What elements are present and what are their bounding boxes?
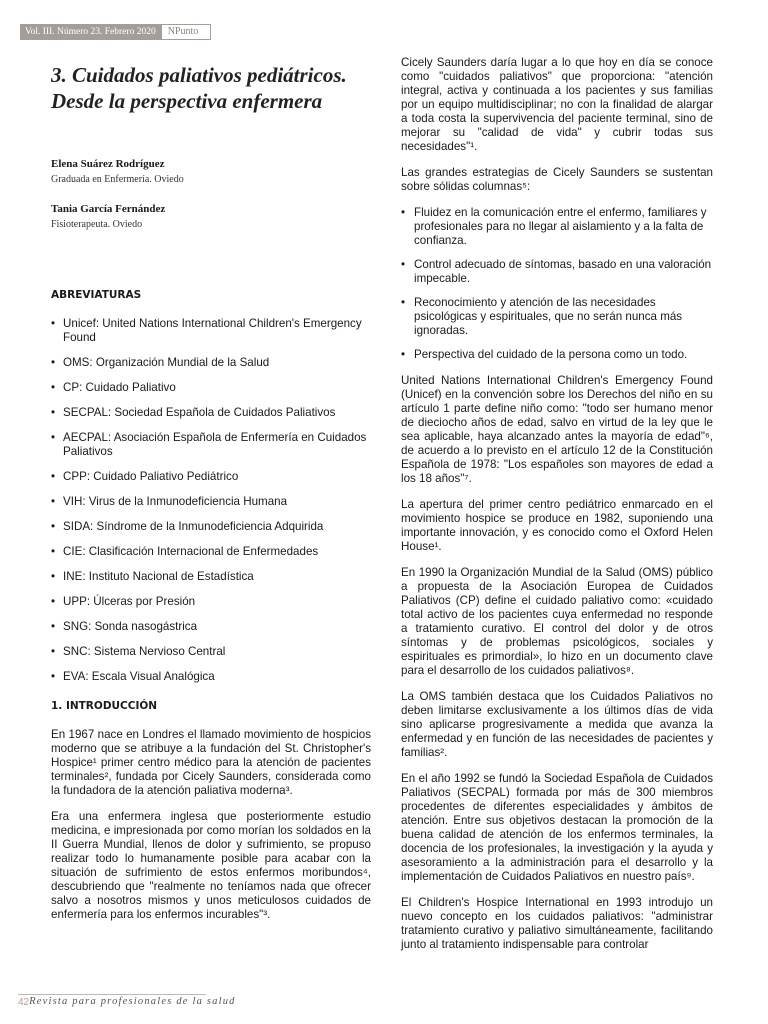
body-paragraph: Las grandes estrategias de Cicely Saunders se sustentan sobre sólidas columnas⁵: [401, 166, 713, 193]
body-paragraph: United Nations International Children's Emergency Found (Unicef) en la convención sobre los Derechos del niño en su artículo 1 parte define niño como: "todo ser humano menor de dieciocho años de edad, salvo en virtud de la ley que le sea aplicable, haya alcanzado antes la mayoría de edad"⁶, de acuerdo a lo previsto en el artículo 12 de la Constitución Española de 1978: "Los españoles son mayores de edad a los 18 años"⁷. [401, 374, 713, 485]
body-paragraph: En el año 1992 se fundó la Sociedad Española de Cuidados Paliativos (SECPAL) formada por más de 300 miembros procedentes de diferentes especialidades y ámbitos de atención. Entre sus objetivos destacan la promoción de la buena calidad de atención de los enfermos terminales, la docencia de los profesionales, la investigación y la ayuda y asesoramiento a la administración para el desarrollo y la implementación de Cuidados Paliativos en nuestro país⁹. [401, 772, 713, 883]
strategy-item: • Perspectiva del cuidado de la persona como un todo. [401, 348, 713, 362]
abbreviations-heading: ABREVIATURAS [51, 289, 142, 301]
issue-label: Vol. III. Número 23. Febrero 2020 [20, 24, 161, 40]
abbreviation-item: • SIDA: Síndrome de la Inmunodeficiencia Adquirida [51, 520, 371, 534]
body-paragraph: Cicely Saunders daría lugar a lo que hoy en día se conoce como "cuidados paliativos" que proporciona: "atención integral, activa y continuada a los pacientes y sus familias por un equipo multidisciplinar; no con la finalidad de alargar a toda costa la supervivencia del paciente terminal, sino de mejorar su "calidad de vida" y cubrir todas sus necesidades"¹. [401, 56, 713, 153]
abbreviation-item: • Unicef: United Nations International Children's Emergency Found [51, 317, 371, 345]
strategy-item: • Reconocimiento y atención de las necesidades psicológicas y espirituales, que no serán nunca más ignoradas. [401, 296, 713, 338]
introduction-heading: 1. INTRODUCCIÓN [51, 700, 158, 712]
author-affiliation: Graduada en Enfermería. Oviedo [51, 174, 184, 185]
abbreviation-item: • SNC: Sistema Nervioso Central [51, 645, 371, 659]
body-paragraph: En 1967 nace en Londres el llamado movimiento de hospicios moderno que se atribuye a la fundación del St. Christopher's Hospice¹ primer centro médico para la atención de pacientes terminales², fundada por Cicely Saunders, considerada como la fundadora de la atención paliativa moderna³. [51, 728, 371, 797]
body-paragraph: Era una enfermera inglesa que posteriormente estudio medicina, e impresionada por como morían los soldados en la II Guerra Mundial, llenos de dolor y sufrimiento, se propuso realizar todo lo humanamente posible para acabar con la situación de sufrimiento de estos enfermos moribundos⁴, descubriendo que "realmente no teníamos nada que ofrecer salvo a nosotros mismos y unos meticulosos cuidados de enfermería para los enfermos incurables"³. [51, 810, 371, 921]
abbreviation-item: • UPP: Úlceras por Presión [51, 595, 371, 609]
journal-name: Revista para profesionales de la salud [29, 996, 236, 1007]
page-number: 42 [18, 997, 30, 1008]
header-tag [20, 24, 211, 40]
abbreviations-list [51, 317, 371, 684]
body-paragraph: La OMS también destaca que los Cuidados Paliativos no deben limitarse exclusivamente a los últimos días de vida sino aplicarse progresivamente a medida que avanza la enfermedad y en función de las necesidades de pacientes y familias². [401, 690, 713, 759]
right-column [401, 56, 713, 964]
strategy-item: • Control adecuado de síntomas, basado en una valoración impecable. [401, 258, 713, 286]
journal-mark: NPunto [161, 24, 212, 40]
body-paragraph: En 1990 la Organización Mundial de la Salud (OMS) público a propuesta de la Asociación Europea de Cuidados Paliativos (CP) define el cuidado paliativo como: «cuidado total activo de los pacientes cuya enfermedad no responde a tratamiento curativo. El control del dolor y de otros síntomas y de problemas psicológicos, sociales y espirituales es primordial», lo hizo en un documento clave para el desarrollo de los cuidados paliativos⁸. [401, 566, 713, 677]
author-name: Tania García Fernández [51, 203, 166, 215]
abbreviation-item: • VIH: Virus de la Inmunodeficiencia Humana [51, 495, 371, 509]
abbreviation-item: • SNG: Sonda nasogástrica [51, 620, 371, 634]
strategies-list [401, 206, 713, 362]
abbreviation-item: • EVA: Escala Visual Analógica [51, 670, 371, 684]
article-title: 3. Cuidados paliativos pediátricos. Desde la perspectiva enfermera [51, 63, 347, 113]
left-column [51, 62, 371, 934]
page-footer [18, 994, 236, 1008]
strategy-item: • Fluidez en la comunicación entre el enfermo, familiares y profesionales para no llegar al aislamiento y a la falta de confianza. [401, 206, 713, 248]
abbreviation-item: • CIE: Clasificación Internacional de Enfermedades [51, 545, 371, 559]
author-affiliation: Fisioterapeuta. Oviedo [51, 219, 143, 230]
abbreviation-item: • CPP: Cuidado Paliativo Pediátrico [51, 470, 371, 484]
abbreviation-item: • INE: Instituto Nacional de Estadística [51, 570, 371, 584]
abbreviation-item: • CP: Cuidado Paliativo [51, 381, 371, 395]
body-paragraph: La apertura del primer centro pediátrico enmarcado en el movimiento hospice se produce en 1982, suponiendo una importante innovación, y es conocido como el Oxford Helen House¹. [401, 498, 713, 553]
body-paragraph: El Children's Hospice International en 1993 introdujo un nuevo concepto en los cuidados paliativos: "administrar tratamiento curativo y paliativo simultáneamente, facilitando junto al tratamiento indispensable para controlar [401, 896, 713, 951]
author-name: Elena Suárez Rodríguez [51, 158, 165, 170]
abbreviation-item: • SECPAL: Sociedad Española de Cuidados Paliativos [51, 406, 371, 420]
abbreviation-item: • AECPAL: Asociación Española de Enfermería en Cuidados Paliativos [51, 431, 371, 459]
abbreviation-item: • OMS: Organización Mundial de la Salud [51, 356, 371, 370]
